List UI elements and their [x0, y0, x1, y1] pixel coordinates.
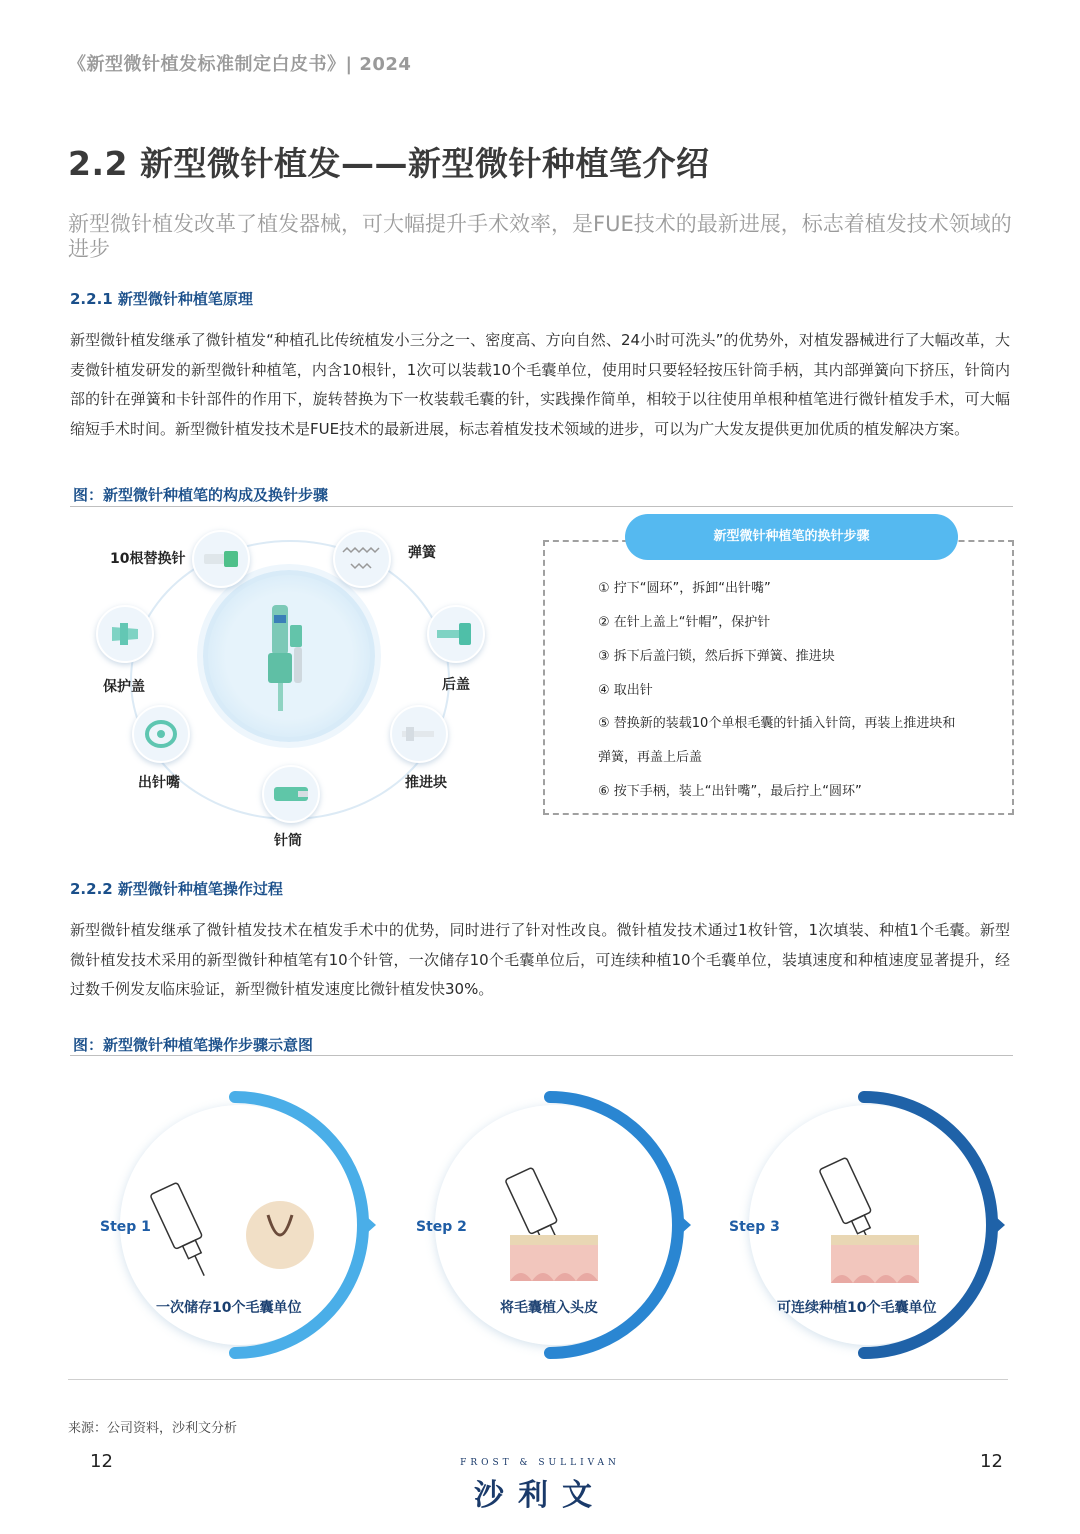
section-title: 2.2 新型微针植发——新型微针种植笔介绍 [68, 144, 710, 183]
brand-logo: 沙利文 [474, 1478, 606, 1513]
step-line: ⑤ 替换新的装载10个单根毛囊的针插入针筒，再装上推进块和 [598, 716, 956, 731]
step-line: ③ 拆下后盖闩锁，然后拆下弹簧、推进块 [598, 649, 835, 664]
figure-rule [70, 1055, 1013, 1056]
label-pusher: 推进块 [405, 775, 447, 791]
back-cover-image [427, 605, 485, 663]
figure-caption-operation: 图：新型微针种植笔操作步骤示意图 [73, 1036, 314, 1054]
label-cap: 保护盖 [103, 679, 145, 695]
label-needle-replace: 10根替换针 [110, 551, 186, 567]
steps-title-pill: 新型微针种植笔的换针步骤 [625, 514, 958, 560]
page-number-left: 12 [90, 1451, 113, 1472]
step2-caption: 将毛囊植入头皮 [500, 1300, 598, 1316]
operation-paragraph: 新型微针植发继承了微针植发技术在植发手术中的优势，同时进行了针对性改良。微针植发技术通过1枚针管，1次填装、种植1个毛囊。新型微针植发技术采用的新型微针种植笔有10个针管，一次储存10个毛囊单位后，可连续种植10个毛囊单位，装填速度和种植速度显著提升，经过数千例发友临床验证，新型微针植发速度比微针植发快30%。 [70, 921, 1010, 998]
label-barrel: 针筒 [274, 833, 302, 849]
label-back-cover: 后盖 [442, 677, 470, 693]
step3-label: Step 3 [729, 1219, 780, 1235]
step3-caption: 可连续种植10个毛囊单位 [777, 1300, 937, 1316]
source-note: 来源：公司资料，沙利文分析 [68, 1421, 238, 1436]
figure-caption-composition: 图：新型微针种植笔的构成及换针步骤 [73, 486, 329, 504]
barrel-image [262, 765, 320, 823]
spring-image [333, 530, 391, 588]
step1-caption: 一次储存10个毛囊单位 [156, 1300, 302, 1316]
step-line: ④ 取出针 [598, 683, 653, 698]
pen-center-image [203, 570, 375, 742]
needle-replace-image [192, 530, 250, 588]
figure-rule [70, 506, 1013, 507]
implanter-pen-icon [208, 575, 370, 737]
page-number-right: 12 [980, 1451, 1003, 1472]
subsection-title-operation: 2.2.2 新型微针种植笔操作过程 [70, 880, 283, 898]
step2-label: Step 2 [416, 1219, 467, 1235]
label-spring: 弹簧 [408, 545, 436, 561]
section-intro: 新型微针植发改革了植发器械，可大幅提升手术效率，是FUE技术的最新进展，标志着植发技术领域的进步 [68, 212, 1012, 261]
pusher-image [390, 705, 448, 763]
principle-paragraph: 新型微针植发继承了微针植发“种植孔比传统植发小三分之一、密度高、方向自然、24小时可洗头”的优势外，对植发器械进行了大幅改革，大麦微针植发研发的新型微针种植笔，内含10根针，1次可以装载10个毛囊单位，使用时只要轻轻按压针筒手柄，其内部弹簧向下挤压，针筒内部的针在弹簧和卡针部件的作用下，旋转替换为下一枚装载毛囊的针，实践操作简单，相较于以往使用单根种植笔进行微针植发手术，可大幅缩短手术时间。新型微针植发技术是FUE技术的最新进展，标志着植发技术领域的进步，可以为广大发友提供更加优质的植发解决方案。 [70, 331, 1010, 438]
footer-rule [68, 1379, 1008, 1380]
step-line: ① 拧下“圆环”，拆卸“出针嘴” [598, 581, 771, 596]
label-outlet: 出针嘴 [138, 775, 180, 791]
step1-label: Step 1 [100, 1219, 151, 1235]
outlet-image [132, 705, 190, 763]
subsection-title-principle: 2.2.1 新型微针种植笔原理 [70, 290, 253, 308]
step-line: ② 在针上盖上“针帽”，保护针 [598, 615, 771, 630]
step-line: ⑥ 按下手柄，装上“出针嘴”，最后拧上“圆环” [598, 784, 862, 799]
document-header-title: 《新型微针植发标准制定白皮书》| 2024 [68, 54, 412, 75]
brand-logo-small: FROST & SULLIVAN [460, 1458, 620, 1468]
step-line: 弹簧，再盖上后盖 [598, 750, 703, 765]
cap-image [96, 605, 154, 663]
